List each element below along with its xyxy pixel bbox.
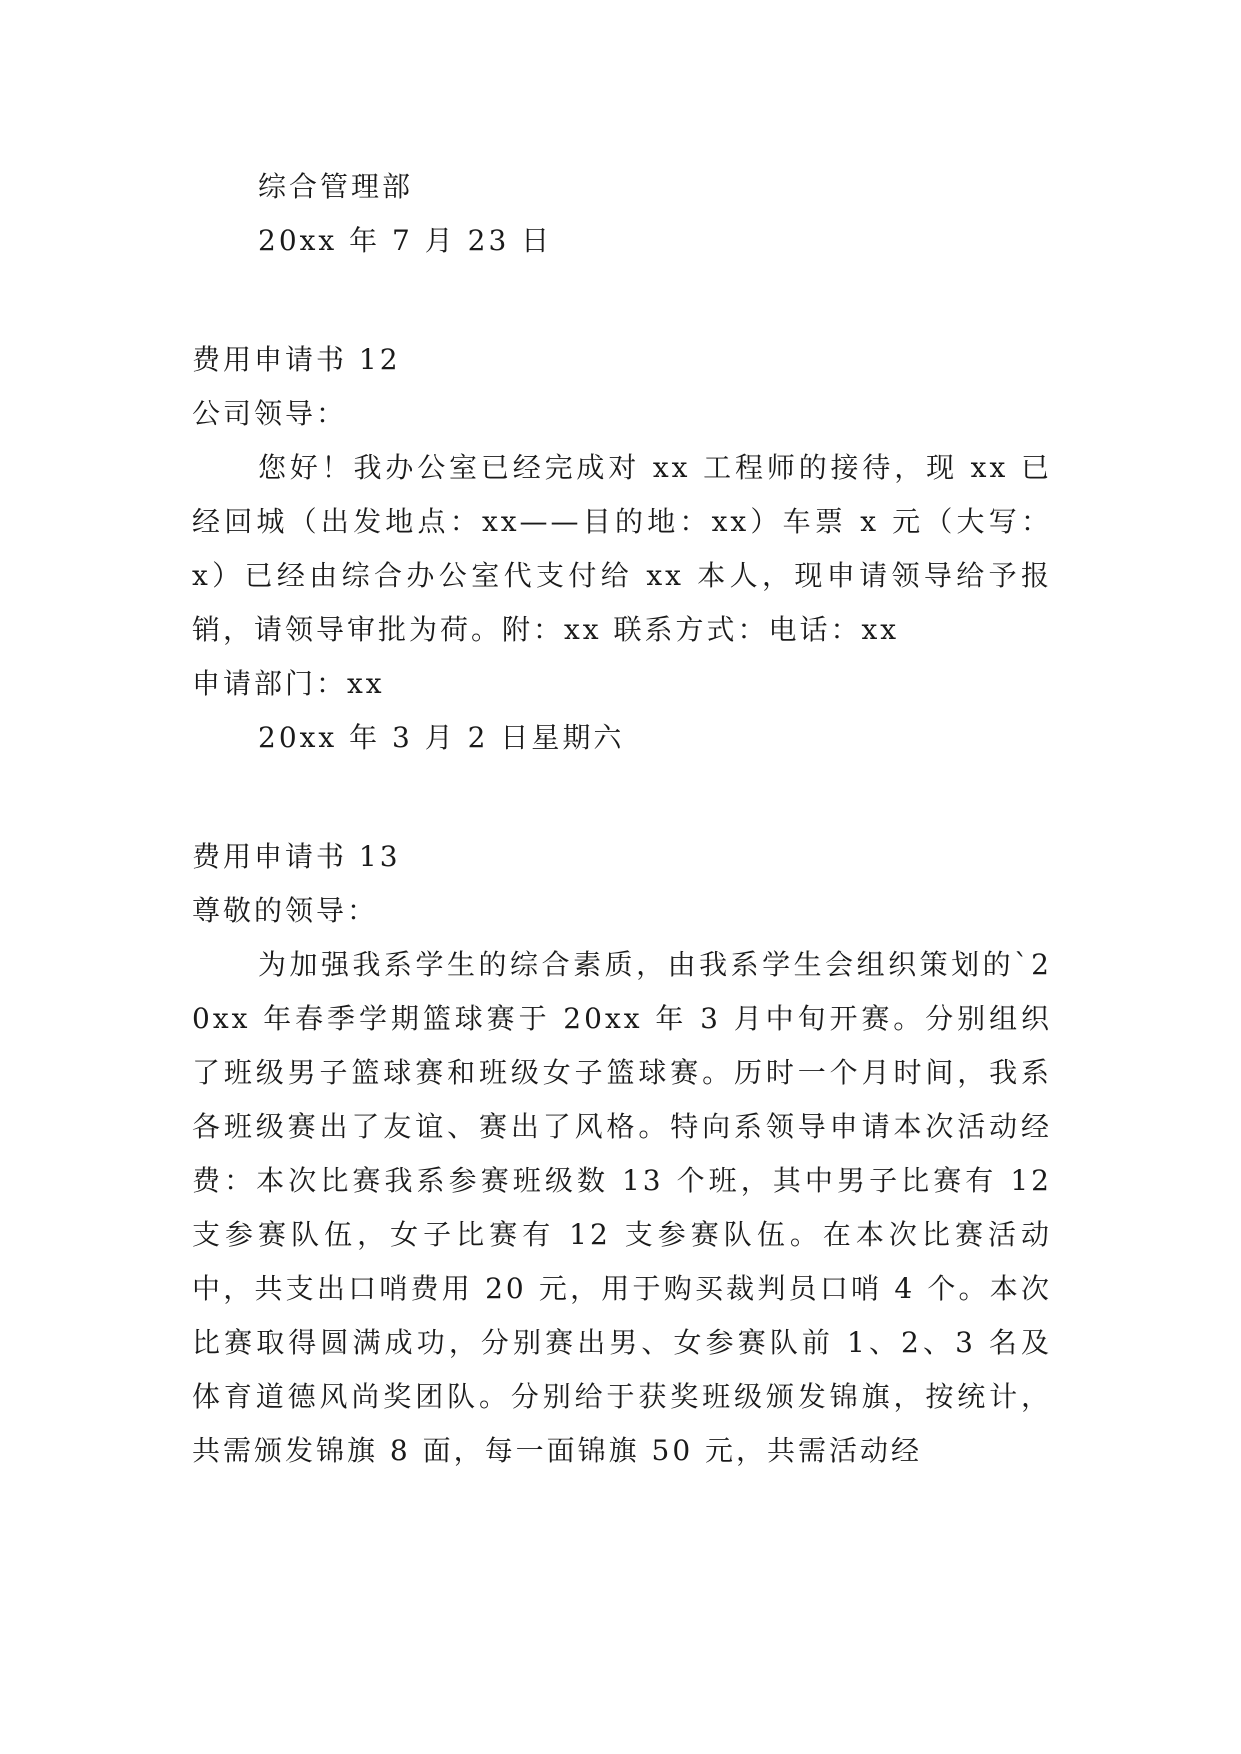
letter-12-body: 您好！我办公室已经完成对 xx 工程师的接待，现 xx 已经回城（出发地点：xx——目的地：xx）车票 x 元（大写：x）已经由综合办公室代支付给 xx 本人，现申请领导给予报销，请领导审批为荷。附：xx 联系方式：电话：xx xyxy=(192,451,1052,646)
letter-13-body: 为加强我系学生的综合素质，由我系学生会组织策划的`20xx 年春季学期篮球赛于 20xx 年 3 月中旬开赛。分别组织了班级男子篮球赛和班级女子篮球赛。历时一个月时间，我系各班级赛出了友谊、赛出了风格。特向系领导申请本次活动经费：本次比赛我系参赛班级数 13 个班，其中男子比赛有 12 支参赛队伍，女子比赛有 12 支参赛队伍。在本次比赛活动中，共支出口哨费用 20 元，用于购买裁判员口哨 4 个。本次比赛取得圆满成功，分别赛出男、女参赛队前 1、2、3 名及体育道德风尚奖团队。分别给于获奖班级颁发锦旗，按统计，共需颁发锦旗 8 面，每一面锦旗 50 元，共需活动经 xyxy=(192,948,1052,1467)
letter-13-salutation: 尊敬的领导： xyxy=(192,894,379,927)
letter-13-heading: 费用申请书 13 xyxy=(192,840,401,873)
section-gap xyxy=(192,765,1052,830)
signoff-department: 综合管理部 xyxy=(258,170,414,203)
signoff-date: 20xx 年 7 月 23 日 xyxy=(258,224,553,257)
letter-12-date: 20xx 年 3 月 2 日星期六 xyxy=(258,721,625,754)
letter-12-salutation: 公司领导： xyxy=(192,397,348,430)
letter-12-department: 申请部门：xx xyxy=(192,667,385,700)
letter-12-heading: 费用申请书 12 xyxy=(192,343,401,376)
document-content xyxy=(192,160,1052,1478)
section-gap xyxy=(192,268,1052,333)
